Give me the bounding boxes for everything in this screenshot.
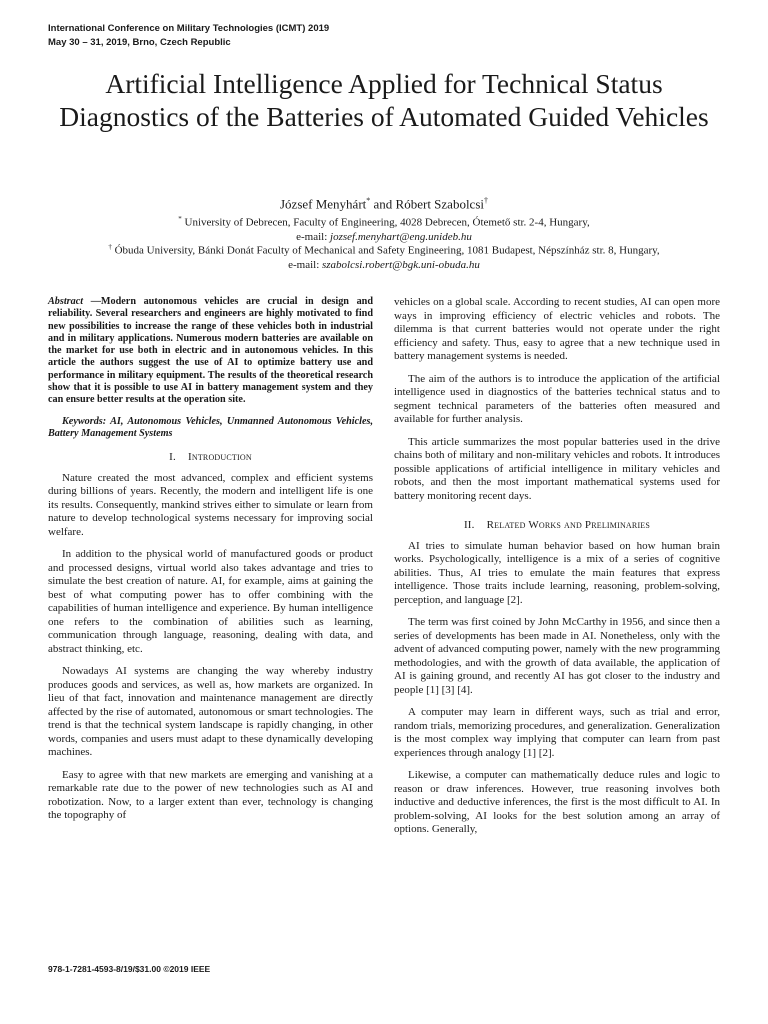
right-column	[394, 296, 720, 846]
section-1-number: I.	[169, 451, 176, 464]
related-paragraph-2: The term was first coined by John McCarthy in 1956, and since then a series of developments has been made in AI. Nonetheless, only with the advent of advanced computing power, namely with the new programming methodologies, and with the growth of data available, the application of AI is gaining ground, and recently AI has got closer to the industry and people [1] [3] [4].	[394, 616, 720, 696]
intro-paragraph-2: In addition to the physical world of manufactured goods or product and processed designs, virtual world also takes advantage and tries to simulate the best creation of nature. AI, for example, aims at gaining the best of what computing power has to offer combining with the capabilities of human intelligence and experience. By human intelligence one refers to the combination of abilities such as learning, communication through language, reasoning, dealing with data, and abstract thinking, etc.	[48, 548, 373, 655]
author-2: Róbert Szabolcsi	[395, 196, 485, 212]
intro-paragraph-6: This article summarizes the most popular batteries used in the drive chains both of military and non-military vehicles and robots. It introduces possible applications of artificial intelligence in military vehicles and robots, and then the most important mathematical systems used for battery monitoring recent days.	[394, 435, 720, 502]
affiliation-2-email[interactable]: szabolcsi.robert@bgk.uni-obuda.hu	[322, 258, 480, 271]
author-line	[40, 193, 728, 212]
intro-paragraph-3: Nowadays AI systems are changing the way whereby industry produces goods and services, as well as, how markets are organized. In lieu of that fact, innovation and maintenance management are directly affected by the rise of automated, autonomous or smart technologies. The trend is that the technical system landscape is rapidly changing, in other words, companies and users must adapt to these dynamically developing machines.	[48, 665, 373, 759]
author-1-mark: *	[366, 196, 371, 205]
author-1: József Menyhárt	[279, 196, 367, 212]
affiliation-1-mark: *	[178, 215, 182, 223]
author-conjunction: and	[370, 196, 396, 212]
abstract	[48, 296, 373, 407]
keywords: Keywords: AI, Autonomous Vehicles, Unmanned Autonomous Vehicles, Battery Management Systems	[48, 415, 373, 439]
affiliation-1-text: University of Debrecen, Faculty of Engineering, 4028 Debrecen, Ótemető str. 2-4, Hungary,	[184, 216, 590, 229]
intro-continued-paragraph: vehicles on a global scale. According to recent studies, AI can open more ways in improving efficiency of electric vehicles and robots. The dilemma is that current batteries would not operate under the right efficiency and safety. Thus, easy to agree that a new technique used in battery management systems is needed.	[394, 296, 720, 362]
paper-title: Artificial Intelligence Applied for Technical Status Diagnostics of the Batteries of Automated Guided Vehicles	[59, 68, 709, 132]
section-1-heading	[48, 451, 373, 465]
section-2-heading	[394, 519, 720, 533]
related-paragraph-1: AI tries to simulate human behavior based on how human brain works. Psychologically, intelligence is a mix of a series of cognitive abilities. Thus, AI tries to emulate the main features that express intelligence. Those traits include learning, reasoning, problem-solving, perception, and language [2].	[394, 539, 720, 606]
affiliation-1-email-label: e-mail:	[296, 230, 331, 243]
affiliation-2-mark: †	[108, 243, 112, 251]
conference-name: International Conference on Military Technologies (ICMT) 2019	[48, 23, 330, 34]
intro-paragraph-5: The aim of the authors is to introduce the application of the artificial intelligence used in diagnostics of the batteries technical status and to segment technical parameters of the batteries often measured and available for further analysis.	[394, 372, 720, 425]
related-paragraph-3: A computer may learn in different ways, such as trial and error, random trials, memorizing procedures, and generalization. Generalization is the most complex way implying that computer can learn from past experiences through analogy [1] [2].	[394, 706, 720, 759]
intro-paragraph-4: Easy to agree with that new markets are emerging and vanishing at a remarkable rate due to the power of new technologies such as AI and robotization. Now, to a larger extent than ever, technology is changing the topography of	[48, 768, 373, 822]
affiliation-2-email-label: e-mail:	[288, 258, 322, 271]
author-2-mark: †	[484, 196, 489, 205]
affiliation-1	[30, 212, 738, 244]
abstract-label: Abstract	[48, 296, 84, 307]
section-2-number: II.	[463, 519, 475, 531]
conference-header	[48, 22, 329, 50]
section-1-title: Introduction	[187, 451, 252, 464]
abstract-text: —Modern autonomous vehicles are crucial in design and reliability. Several researchers and engineers are highly motivated to find new possibilities to increase the range of these vehicles both in industrial and in military applications. Numerous modern batteries are available on the market for use both in electric and in autonomous vehicles. In this article the authors suggest the use of AI to optimize battery use and performance in military equipment. The results of the theoretical research show that it is possible to use AI in battery management system and they can ensure better results at the operation site.	[48, 296, 373, 406]
intro-paragraph-1: Nature created the most advanced, complex and efficient systems during billions of years. Recently, the modern and intelligent life is one its results. Consequently, mankind strives either to simulate or learn from nature to develop technological systems necessary for improving social welfare.	[48, 471, 373, 538]
related-paragraph-4: Likewise, a computer can mathematically deduce rules and logic to reason or draw inferences. However, true reasoning involves both inductive and deductive inferences, the first is the most difficult to AI. In problem-solving, AI looks for the best solution among an array of options. Generally,	[394, 769, 720, 835]
conference-date-location: May 30 – 31, 2019, Brno, Czech Republic	[48, 37, 231, 48]
left-column	[48, 296, 373, 832]
affiliation-2-text: Óbuda University, Bánki Donát Faculty of Mechanical and Safety Engineering, 1081 Budapest, Népszínház str. 8, Hungary,	[114, 244, 660, 257]
affiliation-2	[30, 240, 738, 272]
copyright-footer: 978-1-7281-4593-8/19/$31.00 ©2019 IEEE	[48, 964, 211, 974]
affiliation-1-email[interactable]: jozsef.menyhart@eng.unideb.hu	[330, 230, 472, 243]
section-2-title: Related Works and Preliminaries	[486, 519, 651, 531]
